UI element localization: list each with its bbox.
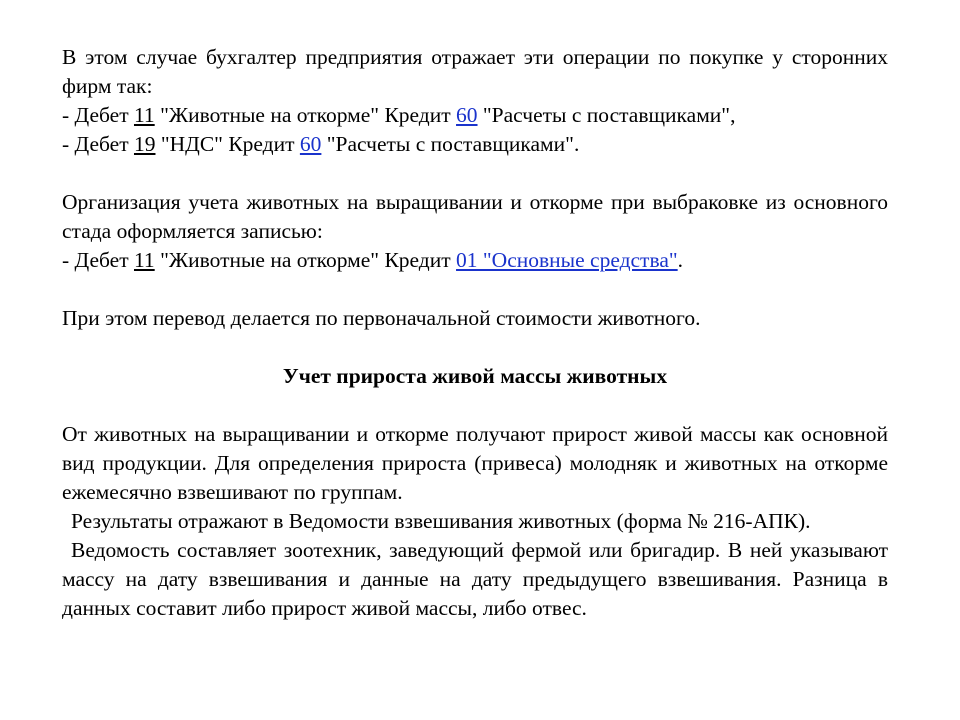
paragraph-weight-gain: От животных на выращивании и откорме получают прирост живой массы как основной вид продукции. Для определения прироста (привеса) молодняк и животных на откорме ежемесячно взвешивают по группам. xyxy=(62,422,888,504)
account-60-link[interactable]: 60 xyxy=(456,103,478,127)
entry-suffix: "Расчеты с поставщиками". xyxy=(321,132,580,156)
entry-mid: "Животные на откорме" Кредит xyxy=(154,103,457,127)
entry-suffix: . xyxy=(677,248,684,272)
account-19-link: 19 xyxy=(133,132,156,156)
paragraph-culling: Организация учета животных на выращивании и откорме при выбраковке из основного стада оформляется записью: xyxy=(62,190,888,243)
spacer xyxy=(62,275,888,304)
spacer xyxy=(62,391,888,420)
paragraph-weighing-statement: Ведомость составляет зоотехник, заведующий фермой или бригадир. В ней указывают массу на дату взвешивания и данные на дату предыдущего взвешивания. Разница в данных составит либо прирост живой массы, либо отвес. xyxy=(62,538,888,620)
entry-suffix: "Расчеты с поставщиками", xyxy=(477,103,736,127)
entry-mid: "НДС" Кредит xyxy=(155,132,300,156)
entry-debit-19-credit-60 xyxy=(62,130,888,159)
document-body xyxy=(62,43,888,623)
spacer xyxy=(62,333,888,362)
account-11-link: 11 xyxy=(133,248,155,272)
entry-prefix: - Дебет xyxy=(62,103,134,127)
paragraph-intro: В этом случае бухгалтер предприятия отражает эти операции по покупке у сторонних фирм так: xyxy=(62,45,888,98)
paragraph-weighing-results: Результаты отражают в Ведомости взвешивания животных (форма № 216-АПК). xyxy=(71,509,811,533)
section-heading: Учет прироста живой массы животных xyxy=(282,364,668,388)
spacer xyxy=(62,159,888,188)
entry-prefix: - Дебет xyxy=(62,132,134,156)
account-01-link[interactable]: 01 "Основные средства" xyxy=(456,248,678,272)
entry-prefix: - Дебет xyxy=(62,248,134,272)
entry-debit-11-credit-60 xyxy=(62,101,888,130)
entry-debit-11-credit-01 xyxy=(62,246,888,275)
entry-mid: "Животные на откорме" Кредит xyxy=(154,248,457,272)
account-11-link: 11 xyxy=(133,103,155,127)
account-60-link[interactable]: 60 xyxy=(299,132,322,156)
paragraph-initial-cost: При этом перевод делается по первоначальной стоимости животного. xyxy=(62,306,701,330)
